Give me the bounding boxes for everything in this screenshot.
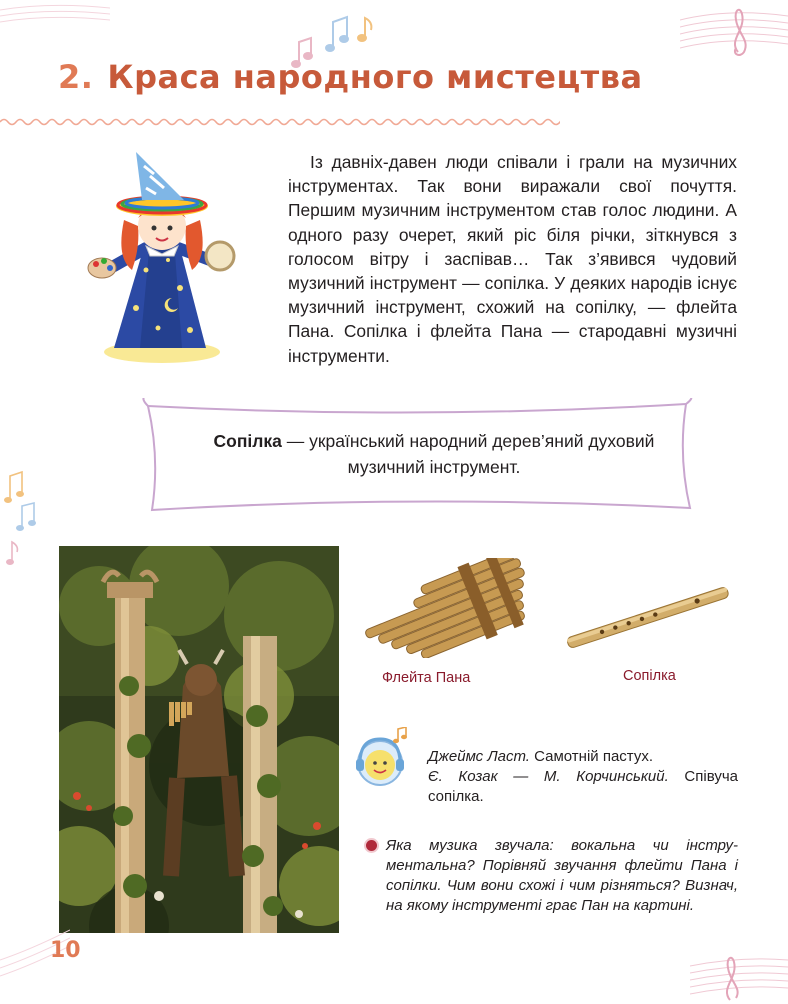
staff-decoration (690, 926, 788, 1004)
definition-body: — український народний дерев’яний духовий музичний інструмент. (281, 431, 655, 477)
page-title (58, 58, 643, 96)
listening-author: Є. Козак — М. Корчинський. (428, 768, 669, 785)
question-bullet-icon (366, 840, 377, 851)
staff-decoration (680, 0, 788, 70)
music-notes-decoration (0, 466, 46, 576)
definition-term: Сопілка (213, 431, 282, 451)
listening-title: Співуча сопілка. (428, 768, 738, 805)
lesson-title: Краса народного мистецтва (107, 58, 643, 96)
sopilka-image (560, 578, 736, 658)
staff-decoration (0, 0, 110, 40)
listening-list (428, 747, 738, 807)
definition-text (184, 428, 684, 480)
listening-item (428, 747, 738, 767)
page-number: 10 (50, 938, 81, 963)
wizard-girl-illustration (84, 148, 240, 366)
listening-item (428, 767, 738, 807)
headphones-listening-icon (354, 727, 410, 793)
listening-title: Самотній пастух. (529, 748, 654, 765)
title-underline (0, 116, 560, 128)
intro-paragraph: Із давніх-давен люди співали і грали на музичних інструментах. Так вони виражали свої почуття. Першим музичним інструментом став голос людини. А одного разу очерет, який ріс біля річки, зіткнувся з голосом вітру і заспівав… Так з’явився чудовий музичний інструмент — сопілка. У деяких народів існує музичний інструмент, схожий на сопілку, — флейта Пана. Сопілка і флейта Пана — стародавні музичні інструменти. (288, 152, 737, 366)
lesson-number: 2. (58, 58, 94, 96)
question-text: Яка музика звучала: вокальна чи інстру-ментальна? Порівняй звучання флейти Пана і сопілки. Чим вони схожі і чим різняться? Визнач, на якому інструменті грає Пан на картині. (386, 837, 738, 914)
listening-author: Джеймс Ласт. (428, 748, 530, 765)
pan-flute-caption: Флейта Пана (382, 670, 471, 686)
pan-flute-image (352, 558, 542, 658)
pan-painting (59, 546, 339, 933)
sopilka-caption: Сопілка (623, 668, 676, 684)
